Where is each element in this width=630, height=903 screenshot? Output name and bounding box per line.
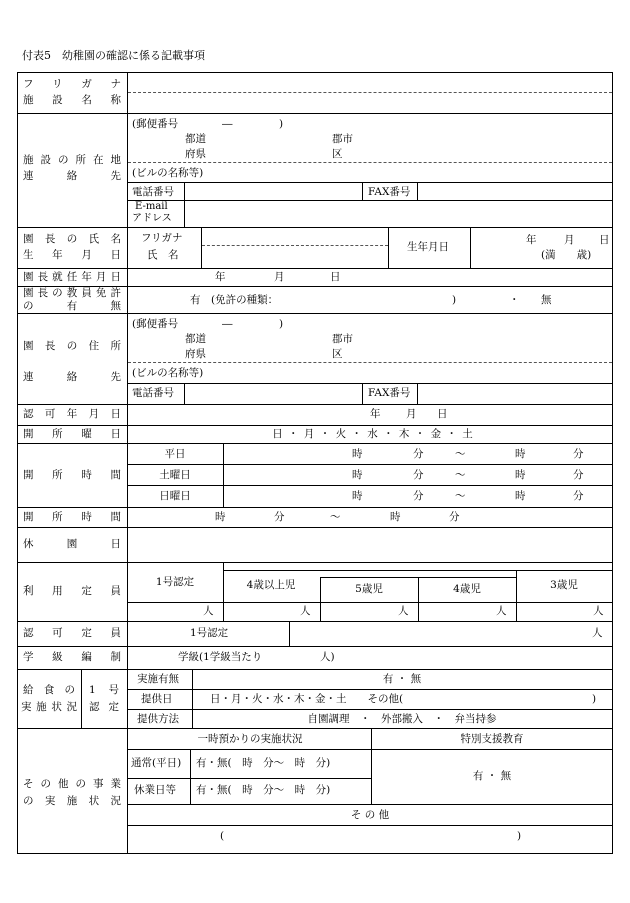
- hours2-start-hour: 時: [215, 511, 226, 523]
- cell-divider: [362, 383, 363, 404]
- label-meals-1: 給 食 の: [23, 684, 75, 696]
- director-prefecture-1: 都道: [185, 333, 206, 345]
- label-director-contact: 連 絡 先: [23, 371, 121, 383]
- hours-sunday-tilde: ～: [455, 490, 466, 502]
- capacity-age4-unit: 人: [496, 605, 507, 617]
- hours-sunday-end-min: 分: [573, 490, 584, 502]
- director-postal-close: ): [279, 318, 284, 330]
- hours-saturday-start-min: 分: [413, 469, 424, 481]
- cell-divider: [470, 227, 471, 268]
- hours-weekday-start-min: 分: [413, 448, 424, 460]
- birth-day: 日: [599, 234, 610, 246]
- appointed-day: 日: [330, 271, 341, 283]
- director-phone-label: 電話番号: [132, 387, 174, 399]
- label-approval-date: 認 可 年 月 日: [23, 408, 121, 420]
- prefecture-label-1: 都道: [185, 133, 206, 145]
- row-divider: [17, 313, 613, 314]
- capacity-cat1-unit: 人: [203, 605, 214, 617]
- cell-divider: [184, 383, 185, 404]
- row-divider: [17, 425, 613, 426]
- row-divider: [17, 728, 613, 729]
- hours2-end-min: 分: [449, 511, 460, 523]
- label-appointed-date: 園 長 就 任 年 月 日: [23, 271, 121, 283]
- meals-r3-label: 提供方法: [137, 713, 179, 725]
- meals-cat-2: 認 定: [89, 701, 119, 713]
- director-postal-label: (郵便番号: [132, 318, 179, 330]
- page-caption: 付表5 幼稚園の確認に係る記載事項: [22, 49, 205, 62]
- label-furigana: フ リ ガ ナ: [23, 78, 121, 90]
- label-approved-capacity: 認 可 定 員: [23, 627, 121, 639]
- approval-year: 年: [370, 408, 381, 420]
- label-director-name: 園 長 の 氏 名: [23, 233, 121, 245]
- email-label-2: アドレス: [132, 213, 172, 224]
- capacity-age4: 4歳児: [453, 583, 481, 595]
- director-address-separator: [128, 362, 612, 363]
- row-divider: [128, 383, 612, 384]
- label-facility-address: 施 設 の 所 在 地: [23, 154, 121, 166]
- cell-divider: [320, 577, 321, 621]
- hours2-tilde: ～: [330, 511, 341, 523]
- director-furigana-label: フリガナ: [141, 232, 183, 244]
- city-label-2: 区: [332, 148, 343, 160]
- birth-age: (満 歳): [541, 249, 592, 261]
- table-border-top: [17, 72, 613, 73]
- temp-care-holiday-label: 休業日等: [134, 784, 176, 796]
- hours-saturday-label: 土曜日: [159, 469, 191, 481]
- row-divider: [223, 570, 612, 571]
- cell-divider: [192, 669, 193, 728]
- open-days-value: 日 ・ 月 ・ 火 ・ 水 ・ 木 ・ 金 ・ 土: [272, 428, 474, 440]
- other-close-paren: ): [517, 830, 522, 842]
- label-open-days: 開 所 曜 日: [23, 428, 121, 440]
- meals-r3-value: 自園調理 ・ 外部搬入 ・ 弁当持参: [307, 713, 497, 725]
- label-capacity: 利 用 定 員: [23, 585, 121, 597]
- capacity-age4plus-unit: 人: [300, 605, 311, 617]
- director-city-1: 郡市: [332, 333, 353, 345]
- meals-cat-1: 1 号: [89, 684, 119, 696]
- row-divider: [128, 602, 612, 603]
- hours-weekday-end-hour: 時: [515, 448, 526, 460]
- cell-divider: [516, 570, 517, 621]
- row-divider: [17, 527, 613, 528]
- director-building-label: (ビルの名称等): [132, 367, 204, 379]
- row-divider: [17, 227, 613, 228]
- row-divider: [128, 825, 612, 826]
- cell-divider: [190, 749, 191, 804]
- cell-divider: [201, 227, 202, 268]
- license-close: ): [452, 294, 457, 306]
- hours-sunday-start-min: 分: [413, 490, 424, 502]
- city-label-1: 郡市: [332, 133, 353, 145]
- table-border-left: [17, 72, 18, 853]
- table-border-bottom: [17, 853, 613, 854]
- approval-month: 月: [406, 408, 417, 420]
- building-name-label: (ビルの名称等): [132, 167, 204, 179]
- classes-value: 学級(1学級当たり: [178, 651, 263, 663]
- label-director-address: 園 長 の 住 所: [23, 340, 121, 352]
- license-value: 有 (免許の種類：: [190, 294, 279, 306]
- meals-r2-close: ): [592, 693, 597, 705]
- cell-divider: [223, 443, 224, 507]
- label-contact: 連 絡 先: [23, 170, 121, 182]
- row-divider: [320, 577, 516, 578]
- label-teacher-license: 園 長 の 教 員 免 許: [23, 287, 121, 299]
- hours-saturday-end-min: 分: [573, 469, 584, 481]
- fax-label: FAX番号: [368, 186, 411, 198]
- cell-divider: [362, 182, 363, 200]
- approved-unit: 人: [592, 627, 603, 639]
- hours-saturday-end-hour: 時: [515, 469, 526, 481]
- special-support-value: 有 ・ 無: [472, 770, 512, 782]
- postal-close: ): [279, 118, 284, 130]
- other-header: そ の 他: [350, 809, 390, 821]
- approval-day: 日: [437, 408, 448, 420]
- row-divider: [128, 804, 612, 805]
- row-divider: [17, 507, 613, 508]
- cell-divider: [388, 227, 389, 268]
- appointed-month: 月: [274, 271, 285, 283]
- row-divider: [128, 464, 612, 465]
- hours-saturday-tilde: ～: [455, 469, 466, 481]
- special-support-header: 特別支援教育: [460, 733, 524, 745]
- capacity-age3-unit: 人: [593, 605, 604, 617]
- phone-label: 電話番号: [132, 186, 174, 198]
- license-none: 無: [541, 294, 552, 306]
- label-classes: 学 級 編 制: [23, 651, 121, 663]
- row-divider: [128, 182, 612, 183]
- director-furigana-separator: [202, 245, 388, 246]
- temp-care-weekday-label: 通常(平日): [131, 757, 182, 769]
- row-divider: [128, 200, 612, 201]
- row-divider: [17, 669, 613, 670]
- approved-cat1: 1号認定: [190, 627, 229, 639]
- birth-date-label: 生年月日: [407, 241, 449, 253]
- director-city-2: 区: [332, 348, 343, 360]
- meals-r2-label: 提供日: [141, 693, 173, 705]
- birth-month: 月: [564, 234, 575, 246]
- furigana-separator: [128, 92, 612, 93]
- meals-r1-value: 有 ・ 無: [382, 673, 422, 685]
- birth-year: 年: [526, 234, 537, 246]
- director-fax-label: FAX番号: [368, 387, 411, 399]
- hours-saturday-start-hour: 時: [352, 469, 363, 481]
- label-column-divider: [127, 72, 128, 853]
- label-facility-name: 施 設 名 称: [23, 94, 121, 106]
- row-divider: [17, 404, 613, 405]
- row-divider: [17, 268, 613, 269]
- capacity-age5-unit: 人: [398, 605, 409, 617]
- director-prefecture-2: 府県: [185, 348, 206, 360]
- label-meals-2: 実 施 状 況: [21, 701, 77, 713]
- row-divider: [17, 113, 613, 114]
- cell-divider: [417, 182, 418, 200]
- hours-sunday-end-hour: 時: [515, 490, 526, 502]
- hours2-end-hour: 時: [390, 511, 401, 523]
- postal-dash: ―: [222, 118, 233, 130]
- classes-unit: 人): [320, 651, 335, 663]
- table-border-right: [612, 72, 613, 853]
- hours-sunday-label: 日曜日: [159, 490, 191, 502]
- temp-care-header: 一時預かりの実施状況: [197, 733, 303, 745]
- license-separator: ・: [509, 294, 520, 306]
- hours-weekday-start-hour: 時: [352, 448, 363, 460]
- cell-divider: [417, 383, 418, 404]
- row-divider: [17, 562, 613, 563]
- label-other-services-2: の 実 施 状 況: [23, 795, 121, 807]
- row-divider: [17, 646, 613, 647]
- cell-divider: [371, 728, 372, 804]
- capacity-age5: 5歳児: [355, 583, 383, 595]
- label-open-hours-2: 開 所 時 間: [23, 511, 121, 523]
- appointed-year: 年: [215, 271, 226, 283]
- cell-divider: [418, 577, 419, 621]
- label-holidays: 休 園 日: [23, 538, 121, 550]
- meals-r1-label: 実施有無: [137, 673, 179, 685]
- confirmation-form-table: [17, 72, 613, 853]
- label-other-services-1: そ の 他 の 事 業: [23, 778, 121, 790]
- label-birthdate: 生 年 月 日: [23, 249, 121, 261]
- prefecture-label-2: 府県: [185, 148, 206, 160]
- hours-weekday-end-min: 分: [573, 448, 584, 460]
- row-divider: [128, 709, 612, 710]
- row-divider: [128, 778, 371, 779]
- row-divider: [17, 621, 613, 622]
- label-open-hours: 開 所 時 間: [23, 469, 121, 481]
- capacity-cat1: 1号認定: [155, 576, 195, 588]
- cell-divider: [289, 621, 290, 646]
- capacity-age4plus: 4歳以上児: [246, 579, 296, 591]
- cell-divider: [184, 182, 185, 227]
- temp-care-weekday-value: 有・無( 時 分～ 時 分): [196, 757, 331, 769]
- row-divider: [128, 689, 612, 690]
- row-divider: [128, 749, 612, 750]
- label-license-presence: の 有 無: [23, 300, 121, 312]
- hours2-start-min: 分: [274, 511, 285, 523]
- address-separator: [128, 162, 612, 163]
- other-open-paren: (: [220, 830, 225, 842]
- email-label-1: E-mail: [135, 201, 168, 212]
- cell-divider: [81, 669, 82, 728]
- temp-care-holiday-value: 有・無( 時 分～ 時 分): [196, 784, 331, 796]
- postal-code-label: (郵便番号: [132, 118, 179, 130]
- hours-sunday-start-hour: 時: [352, 490, 363, 502]
- director-postal-dash: ―: [222, 318, 233, 330]
- capacity-age3: 3歳児: [550, 579, 578, 591]
- row-divider: [128, 485, 612, 486]
- hours-weekday-label: 平日: [164, 448, 186, 460]
- hours-weekday-tilde: ～: [455, 448, 466, 460]
- director-name-label: 氏 名: [147, 249, 179, 261]
- meals-r2-value: 日・月・火・水・木・金・土 その他(: [210, 693, 404, 705]
- row-divider: [17, 443, 613, 444]
